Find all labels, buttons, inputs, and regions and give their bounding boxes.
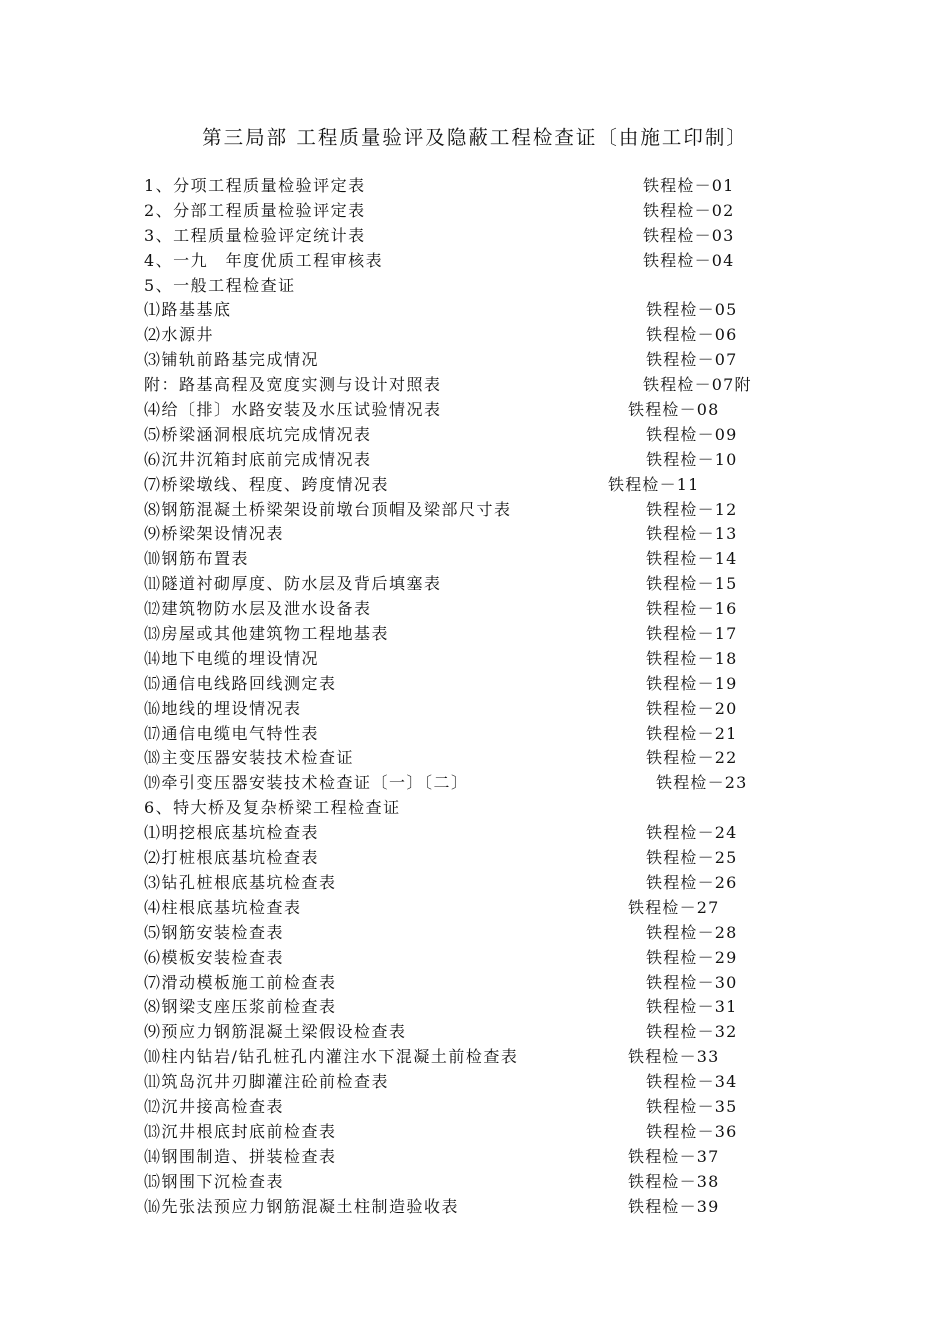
item-title: 6、特大桥及复杂桥梁工程检查证 xyxy=(144,798,401,818)
item-title: ⒂钢围下沉检查表 xyxy=(144,1171,285,1191)
item-title: ⒀沉井根底封底前检查表 xyxy=(144,1121,337,1141)
item-title: ⑴路基基底 xyxy=(144,300,232,320)
item-title: ⑽钢筋布置表 xyxy=(144,549,250,569)
item-title: 附：路基高程及宽度实测与设计对照表 xyxy=(144,375,442,395)
form-code: 铁程检－08 xyxy=(628,400,720,420)
form-code: 铁程检－15 xyxy=(646,574,738,594)
item-title: ⑴明挖根底基坑检查表 xyxy=(144,823,320,843)
index-row xyxy=(144,1120,844,1145)
form-code: 铁程检－06 xyxy=(646,325,738,345)
form-code: 铁程检－27 xyxy=(628,897,720,917)
form-code: 铁程检－32 xyxy=(646,1022,738,1042)
item-title: ⑶钻孔桩根底基坑检查表 xyxy=(144,872,337,892)
form-code: 铁程检－10 xyxy=(646,449,738,469)
item-title: ⑵打桩根底基坑检查表 xyxy=(144,848,320,868)
item-title: ⒃地线的埋设情况表 xyxy=(144,698,302,718)
index-row xyxy=(144,448,844,473)
index-row xyxy=(144,796,844,821)
index-row xyxy=(144,323,844,348)
index-row xyxy=(144,995,844,1020)
form-code: 铁程检－13 xyxy=(646,524,738,544)
item-title: ⑷给〔排〕水路安装及水压试验情况表 xyxy=(144,400,442,420)
form-code: 铁程检－07附 xyxy=(643,375,752,395)
item-title: ⑹沉井沉箱封底前完成情况表 xyxy=(144,449,372,469)
form-code: 铁程检－12 xyxy=(646,499,738,519)
item-title: ⑼桥梁架设情况表 xyxy=(144,524,285,544)
index-row xyxy=(144,1020,844,1045)
index-row xyxy=(144,298,844,323)
form-code: 铁程检－03 xyxy=(643,225,735,245)
index-row xyxy=(144,522,844,547)
form-code: 铁程检－11 xyxy=(608,474,700,494)
item-title: 3、工程质量检验评定统计表 xyxy=(144,225,366,245)
form-code: 铁程检－24 xyxy=(646,823,738,843)
form-code: 铁程检－37 xyxy=(628,1146,720,1166)
index-row xyxy=(144,921,844,946)
index-row xyxy=(144,896,844,921)
index-row xyxy=(144,647,844,672)
index-row xyxy=(144,622,844,647)
page-title: 第三局部 工程质量验评及隐蔽工程检查证〔由施工印制〕 xyxy=(202,126,748,149)
item-title: ⒃先张法预应力钢筋混凝土柱制造验收表 xyxy=(144,1196,460,1216)
form-code: 铁程检－36 xyxy=(646,1121,738,1141)
index-row xyxy=(144,224,844,249)
form-code: 铁程检－19 xyxy=(646,673,738,693)
item-title: ⒂通信电线路回线测定表 xyxy=(144,673,337,693)
item-title: 5、一般工程检查证 xyxy=(144,275,296,295)
form-code: 铁程检－30 xyxy=(646,972,738,992)
index-row xyxy=(144,174,844,199)
item-title: ⑸桥梁涵洞根底坑完成情况表 xyxy=(144,424,372,444)
index-row xyxy=(144,722,844,747)
index-row xyxy=(144,249,844,274)
index-row xyxy=(144,971,844,996)
index-row xyxy=(144,1095,844,1120)
index-row xyxy=(144,846,844,871)
form-code: 铁程检－33 xyxy=(628,1047,720,1067)
item-title: ⒄通信电缆电气特性表 xyxy=(144,723,320,743)
form-code: 铁程检－35 xyxy=(646,1096,738,1116)
index-row xyxy=(144,572,844,597)
form-index-list xyxy=(144,174,844,1219)
form-code: 铁程检－09 xyxy=(646,424,738,444)
item-title: ⑵水源井 xyxy=(144,325,215,345)
form-code: 铁程检－21 xyxy=(646,723,738,743)
item-title: ⒁钢围制造、拼装检查表 xyxy=(144,1146,337,1166)
form-code: 铁程检－16 xyxy=(646,599,738,619)
item-title: 4、一九 年度优质工程审核表 xyxy=(144,250,384,270)
index-row xyxy=(144,697,844,722)
item-title: ⑺滑动模板施工前检查表 xyxy=(144,972,337,992)
index-row xyxy=(144,498,844,523)
index-row xyxy=(144,1045,844,1070)
index-row xyxy=(144,597,844,622)
index-row xyxy=(144,871,844,896)
index-row xyxy=(144,423,844,448)
form-code: 铁程检－31 xyxy=(646,997,738,1017)
item-title: ⑿建筑物防水层及泄水设备表 xyxy=(144,599,372,619)
form-code: 铁程检－04 xyxy=(643,250,735,270)
item-title: ⒆牵引变压器安装技术检查证〔一〕〔二〕 xyxy=(144,773,469,793)
index-row xyxy=(144,547,844,572)
item-title: ⑶铺轨前路基完成情况 xyxy=(144,350,320,370)
index-row xyxy=(144,821,844,846)
index-row xyxy=(144,771,844,796)
item-title: ⒁地下电缆的埋设情况 xyxy=(144,648,320,668)
index-row xyxy=(144,348,844,373)
form-code: 铁程检－34 xyxy=(646,1072,738,1092)
form-code: 铁程检－38 xyxy=(628,1171,720,1191)
form-code: 铁程检－18 xyxy=(646,648,738,668)
item-title: ⑷柱根底基坑检查表 xyxy=(144,897,302,917)
index-row xyxy=(144,746,844,771)
item-title: ⑻钢梁支座压浆前检查表 xyxy=(144,997,337,1017)
index-row xyxy=(144,473,844,498)
item-title: ⑹模板安装检查表 xyxy=(144,947,285,967)
index-row xyxy=(144,199,844,224)
form-code: 铁程检－17 xyxy=(646,624,738,644)
item-title: ⒅主变压器安装技术检查证 xyxy=(144,748,355,768)
form-code: 铁程检－02 xyxy=(643,200,735,220)
form-code: 铁程检－39 xyxy=(628,1196,720,1216)
item-title: ⑿沉井接高检查表 xyxy=(144,1096,285,1116)
form-code: 铁程检－28 xyxy=(646,922,738,942)
item-title: ⑾筑岛沉井刃脚灌注砼前检查表 xyxy=(144,1072,390,1092)
form-code: 铁程检－05 xyxy=(646,300,738,320)
index-row xyxy=(144,274,844,299)
item-title: ⑻钢筋混凝土桥梁架设前墩台顶帽及梁部尺寸表 xyxy=(144,499,512,519)
form-code: 铁程检－22 xyxy=(646,748,738,768)
index-row xyxy=(144,1070,844,1095)
item-title: 2、分部工程质量检验评定表 xyxy=(144,200,366,220)
item-title: ⑾隧道衬砌厚度、防水层及背后填塞表 xyxy=(144,574,442,594)
index-row xyxy=(144,672,844,697)
form-code: 铁程检－01 xyxy=(643,176,735,195)
form-code: 铁程检－23 xyxy=(656,773,748,793)
item-title: ⑸钢筋安装检查表 xyxy=(144,922,285,942)
form-code: 铁程检－26 xyxy=(646,872,738,892)
form-code: 铁程检－29 xyxy=(646,947,738,967)
form-code: 铁程检－20 xyxy=(646,698,738,718)
index-row xyxy=(144,946,844,971)
form-code: 铁程检－07 xyxy=(646,350,738,370)
item-title: ⑼预应力钢筋混凝土梁假设检查表 xyxy=(144,1022,407,1042)
index-row xyxy=(144,1170,844,1195)
form-code: 铁程检－14 xyxy=(646,549,738,569)
index-row xyxy=(144,1145,844,1170)
index-row xyxy=(144,398,844,423)
form-code: 铁程检－25 xyxy=(646,848,738,868)
item-title: ⑺桥梁墩线、程度、跨度情况表 xyxy=(144,474,390,494)
index-row xyxy=(144,1195,844,1220)
item-title: ⑽柱内钻岩/钻孔桩孔内灌注水下混凝土前检查表 xyxy=(144,1047,519,1067)
index-row xyxy=(144,373,844,398)
item-title: ⒀房屋或其他建筑物工程地基表 xyxy=(144,624,390,644)
item-title: 1、分项工程质量检验评定表 xyxy=(144,176,366,195)
